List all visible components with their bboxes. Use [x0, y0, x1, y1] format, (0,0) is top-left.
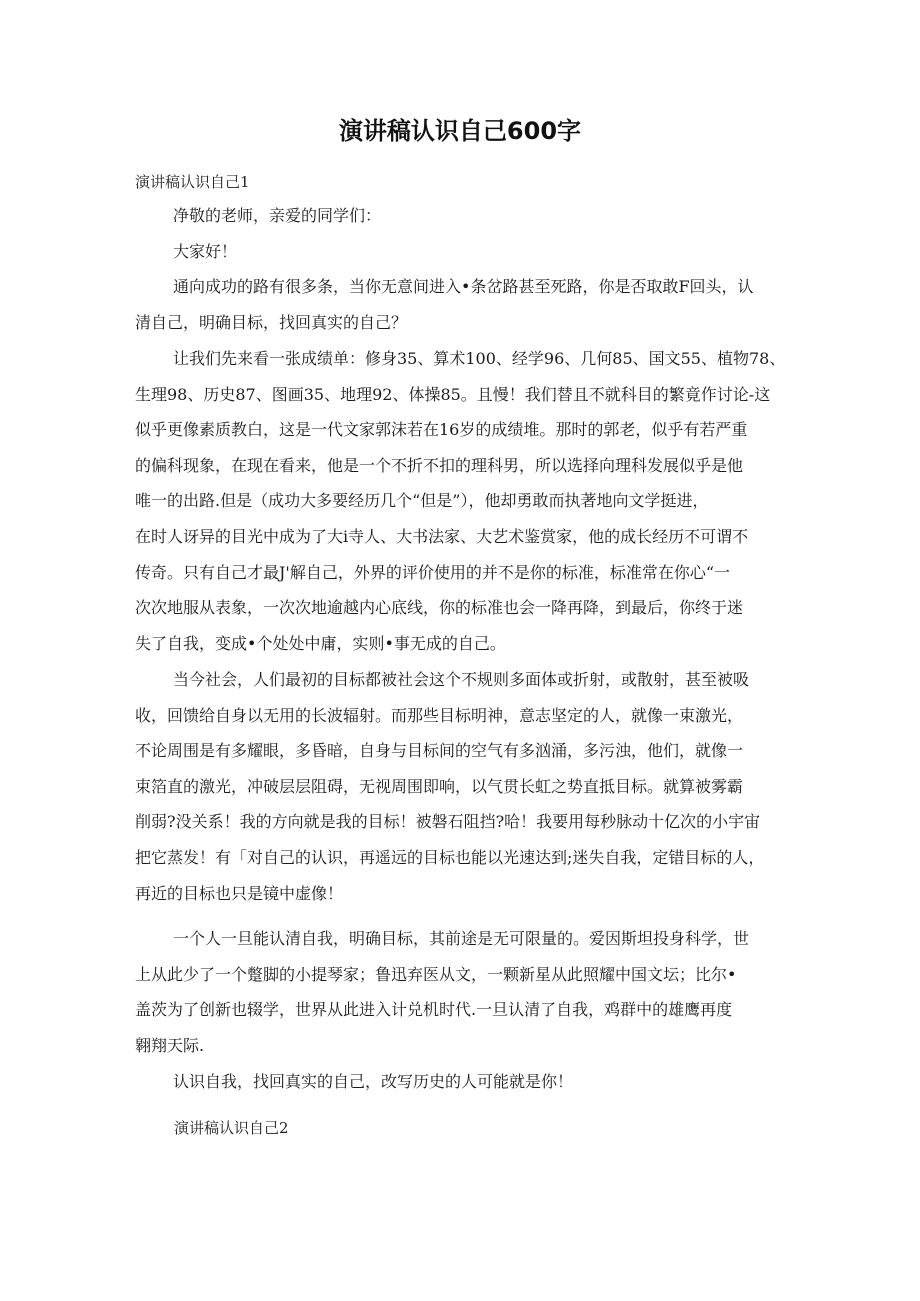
paragraph-line: 当今社会，人们最初的目标都被社会这个不规则多面体或折射，或散射，甚至被吸	[173, 670, 750, 689]
paragraph-4	[135, 921, 785, 1063]
document-title: 演讲稿认识自己600字	[338, 117, 582, 145]
paragraph-line: 再近的目标也只是镜中虚像！	[135, 883, 344, 903]
paragraph-line: 削弱?没关系！我的方向就是我的目标！被磐石阻挡?哈！我要用每秒脉动十亿次的小宇宙	[135, 812, 761, 832]
paragraph-line: 束箔直的激光，冲破层层阻碍，无视周围即响，以气贯长虹之势直抵目标。就算被雾霸	[135, 776, 744, 796]
section-heading-1: 演讲稿认识自己1	[135, 173, 250, 191]
closing-paragraph	[135, 1064, 785, 1100]
section-heading-2: 演讲稿认识自己2	[174, 1119, 289, 1137]
paragraph-3	[135, 662, 785, 911]
greeting-line: 净敬的老师，亲爱的同学们：	[173, 206, 382, 225]
paragraph-line: 生理98、历史87、图画35、地理92、体操85。且慢！我们替且不就科目的繁竟作讨论-这	[135, 384, 771, 404]
paragraph-line: 唯一的出路.但是（成功大多要经历几个“但是”），他却勇敢而执著地向文学挺进，	[135, 491, 709, 511]
paragraph-line: 上从此少了一个蹩脚的小提琴家；鲁迅弃医从文，一颗新星从此照耀中国文坛；比尔•	[135, 964, 737, 984]
paragraph-line: 通向成功的路有很多条，当你无意间进入•条岔路甚至死路，你是否取敢F回头，认	[173, 277, 754, 296]
paragraph-line: 似乎更像素质教白，这是一代文家郭沫若在16岁的成绩堆。那时的郭老，似乎有若严重	[135, 420, 748, 440]
paragraph-line: 一个人一旦能认清自我，明确目标，其前途是无可限量的。爱因斯坦投身科学，世	[173, 929, 750, 948]
paragraph-line: 传奇。只有自己才最J'解自己，外界的评价使用的并不是你的标准，标准常在你心“一	[135, 562, 730, 582]
greeting-block	[135, 198, 785, 269]
paragraph-line: 盖茨为了创新也辍学，世界从此进入计兑机时代.一旦认清了自我，鸡群中的雄鹰再度	[135, 1000, 733, 1020]
paragraph-line: 的偏科现象，在现在看来，他是一个不折不扣的理科男，所以选择向理科发展似乎是他	[135, 455, 744, 475]
paragraph-1	[135, 269, 785, 340]
paragraph-line: 翱翔天际.	[135, 1035, 205, 1055]
closing-line: 认识自我，找回真实的自己，改写历史的人可能就是你！	[173, 1072, 574, 1091]
paragraph-line: 不论周围是有多耀眼，多昏暗，自身与目标间的空气有多汹涌，多污浊，他们，就像一	[135, 741, 744, 761]
paragraph-line: 让我们先来看一张成绩单：修身35、算术100、经学96、几何85、国文55、植物78、	[173, 349, 786, 368]
paragraph-2	[135, 341, 785, 661]
paragraph-line: 失了自我，变成•个处处中庸，实则•事无成的自己。	[135, 633, 506, 653]
salutation-line: 大家好！	[173, 241, 238, 261]
paragraph-line: 把它蒸发！有「对自己的认识，再遥远的目标也能以光速达到;迷失自我，定错目标的人，	[135, 847, 765, 867]
paragraph-line: 收，回馈给自身以无用的长波辐射。而那些目标明神，意志坚定的人，就像一束激光，	[135, 705, 744, 725]
paragraph-line: 清自己，明确目标，找回真实的自己？	[135, 312, 408, 332]
paragraph-line: 次次地服从表象，一次次地逾越内心底线，你的标准也会一降再降，到最后，你终于迷	[135, 598, 744, 618]
paragraph-line: 在时人讶异的目光中成为了大i寺人、大书法家、大艺术鉴赏家，他的成长经历不可谓不	[135, 526, 749, 546]
